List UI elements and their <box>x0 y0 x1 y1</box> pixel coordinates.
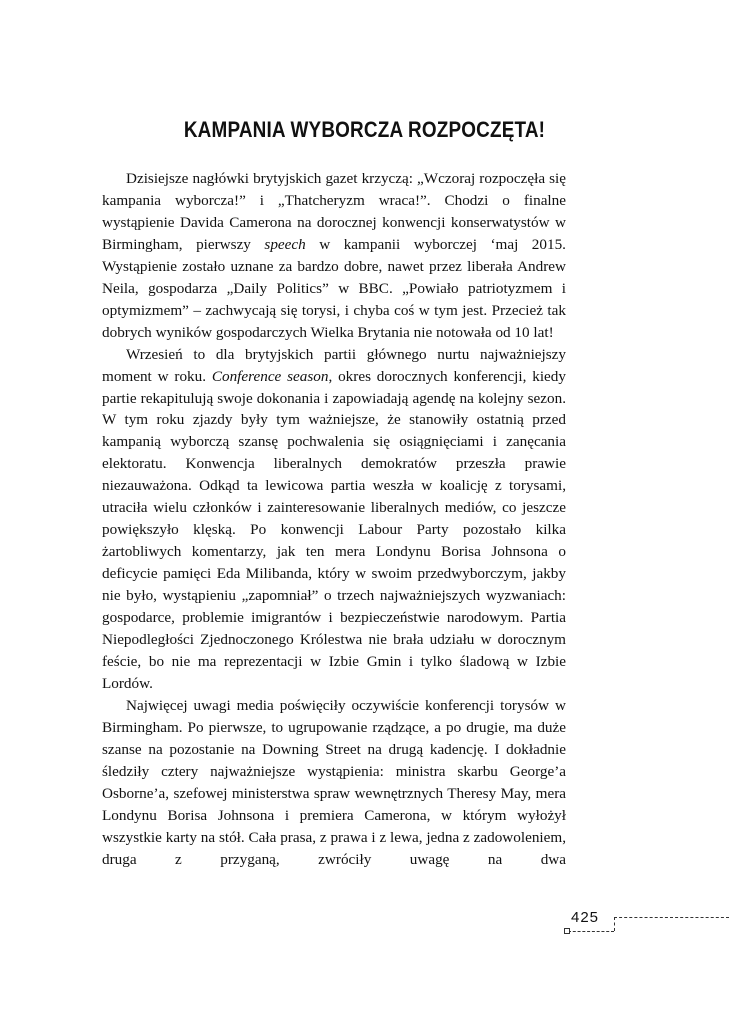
page-number: 425 <box>571 909 600 926</box>
decorative-dashed-line <box>568 931 614 932</box>
decorative-box <box>564 928 570 934</box>
decorative-dashed-line <box>614 917 729 918</box>
body-text <box>102 168 566 871</box>
paragraph: Wrzesień to dla brytyjskich partii głównego nurtu najważniejszy moment w roku. Conference season, okres dorocznych konferencji, kiedy partie rekapitulują swoje dokonania i zapowiadają agendę na kolejny sezon. W tym roku zjazdy były tym ważniejsze, że stanowiły ostatnią przed kampanią wyborczą szansę pochwalenia się osiągnięciami i zanęcania elektoratu. Konwencja liberalnych demokratów przeszła prawie niezauważona. Odkąd ta lewicowa partia weszła w koalicję z torysami, utraciła wielu członków i zainteresowanie liberalnych mediów, co jeszcze powiększyło klęską. Po konwencji Labour Party pozostało kilka żartobliwych komentarzy, jak ten mera Londynu Borisa Johnsona o deficycie pamięci Eda Milibanda, który w swoim przedwyborczym, jakby nie było, wystąpieniu „zapomniał” o trzech najważniejszych wyzwaniach: gospodarce, problemie imigrantów i bezpieczeństwie narodowym. Partia Niepodległości Zjednoczonego Królestwa nie brała udziału w dorocznym feście, bo nie ma reprezentacji w Izbie Gmin i tylko śladową w Izbie Lordów. <box>102 345 566 692</box>
paragraph: Najwięcej uwagi media poświęciły oczywiście konferencji torysów w Birmingham. Po pierwsze, to ugrupowanie rządzące, a po drugie, ma duże szanse na pozostanie na Downing Street na drugą kadencję. I dokładnie śledziły cztery najważniejsze wystąpienia: ministra skarbu George’a Osborne’a, szefowej ministerstwa spraw wewnętrznych Theresy May, mera Londynu Borisa Johnsona i premiera Camerona, w którym wyłożył wszystkie karty na stół. Cała prasa, z prawa i z lewa, jedna z zadowoleniem, druga z przyganą, zwróciły uwagę na dwa <box>102 696 566 868</box>
page-title: KAMPANIA WYBORCZA ROZPOCZĘTA! <box>183 117 546 142</box>
paragraph: Dzisiejsze nagłówki brytyjskich gazet krzyczą: „Wczoraj rozpoczęła się kampania wyborcza!” i „Thatcheryzm wraca!”. Chodzi o finalne wystąpienie Davida Camerona na dorocznej konwencji konserwatystów w Birmingham, pierwszy speech w kampanii wyborczej ‘maj 2015. Wystąpienie zostało uznane za bardzo dobre, nawet przez liberała Andrew Neila, gospodarza „Daily Politics” w BBC. „Powiało patriotyzmem i optymizmem” – zachwycają się torysi, i chyba coś w tym jest. Przecież tak dobrych wyników gospodarczych Wielka Brytania nie notowała od 10 lat! <box>102 170 566 341</box>
decorative-dashed-tick <box>614 917 615 931</box>
